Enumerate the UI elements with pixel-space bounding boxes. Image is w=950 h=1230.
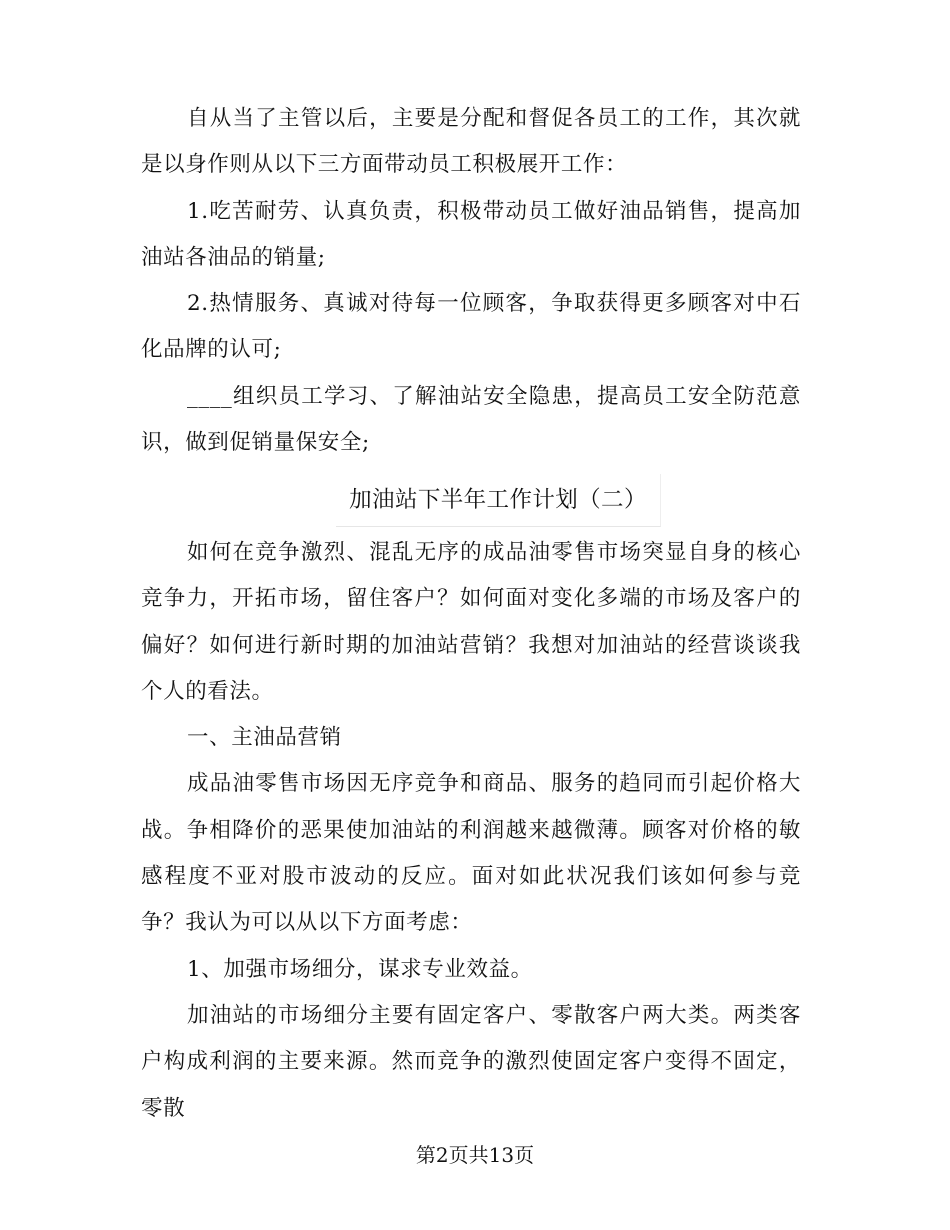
paragraph: ____组织员工学习、了解油站安全隐患，提高员工安全防范意识，做到促销量保安全; [141, 383, 801, 456]
paragraph: 2.热情服务、真诚对待每一位顾客，争取获得更多顾客对中石化品牌的认可; [141, 291, 801, 363]
paragraph: 成品油零售市场因无序竞争和商品、服务的趋同而引起价格大战。争相降价的恶果使加油站的利润越来越微薄。顾客对价格的敏感程度不亚对股市波动的反应。面对如此状况我们该如何参与竞争？我认为可以从以下方面考虑： [141, 771, 801, 936]
paragraph: 加油站的市场细分主要有固定客户、零散客户两大类。两类客户构成利润的主要来源。然而竞争的激烈使固定客户变得不固定，零散 [141, 1002, 801, 1121]
section-one-body [141, 96, 801, 466]
paragraph: 自从当了主管以后，主要是分配和督促各员工的工作，其次就是以身作则从以下三方面带动员工积极展开工作： [141, 106, 801, 178]
paragraph: 如何在竞争激烈、混乱无序的成品油零售市场突显自身的核心竞争力，开拓市场，留住客户？如何面对变化多端的市场及客户的偏好？如何进行新时期的加油站营销？我想对加油站的经营谈谈我个人的看法。 [141, 540, 801, 704]
section-title: 加油站下半年工作计划（二） [349, 487, 647, 513]
section-two-body [141, 530, 801, 1132]
section-heading: 一、主油品营销 [187, 725, 342, 751]
page-number: 第2页共13页 [415, 1143, 535, 1167]
paragraph: 1.吃苦耐劳、认真负责，积极带动员工做好油品销售，提高加油站各油品的销量; [141, 198, 801, 270]
subsection-heading: 1、加强市场细分，谋求专业效益。 [187, 956, 533, 982]
section-title-box [336, 474, 661, 527]
